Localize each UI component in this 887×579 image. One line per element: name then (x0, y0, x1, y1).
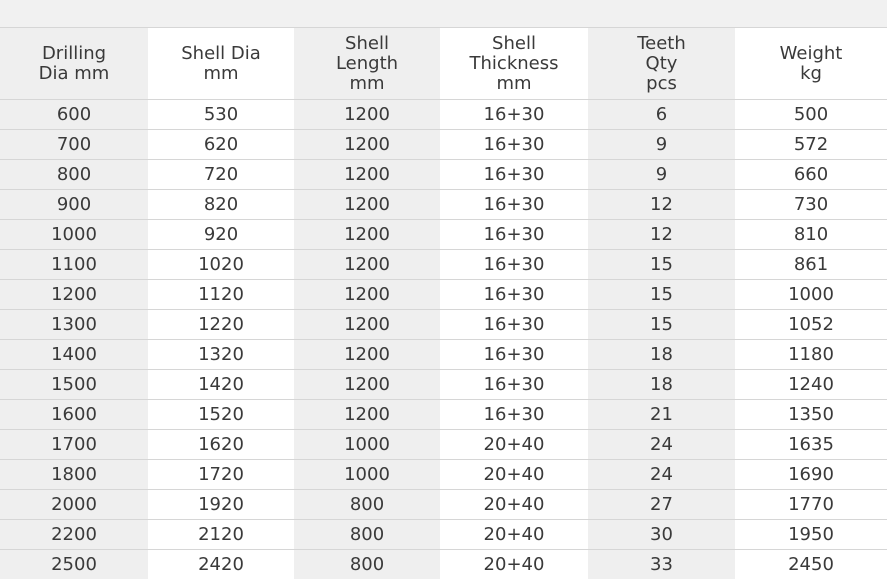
cell-weight: 2450 (735, 550, 887, 579)
cell-shell-thickness: 20+40 (440, 460, 588, 490)
cell-shell-thickness: 16+30 (440, 310, 588, 340)
cell-shell-dia: 1420 (148, 370, 294, 400)
cell-shell-dia: 1620 (148, 430, 294, 460)
specification-table (0, 28, 887, 579)
cell-teeth-qty: 9 (588, 160, 735, 190)
cell-shell-thickness: 20+40 (440, 520, 588, 550)
cell-shell-length: 1200 (294, 340, 440, 370)
cell-teeth-qty: 12 (588, 190, 735, 220)
table-header (0, 28, 887, 100)
cell-shell-dia: 1720 (148, 460, 294, 490)
table-row (0, 310, 887, 340)
cell-drilling-dia: 2000 (0, 490, 148, 520)
cell-drilling-dia: 1200 (0, 280, 148, 310)
top-band (0, 0, 887, 28)
cell-teeth-qty: 15 (588, 250, 735, 280)
cell-weight: 500 (735, 100, 887, 130)
cell-drilling-dia: 600 (0, 100, 148, 130)
cell-teeth-qty: 18 (588, 370, 735, 400)
cell-drilling-dia: 1300 (0, 310, 148, 340)
cell-weight: 861 (735, 250, 887, 280)
cell-shell-thickness: 16+30 (440, 280, 588, 310)
cell-shell-length: 1200 (294, 310, 440, 340)
cell-shell-length: 1000 (294, 430, 440, 460)
cell-shell-length: 1200 (294, 370, 440, 400)
cell-shell-length: 1200 (294, 130, 440, 160)
cell-shell-dia: 1320 (148, 340, 294, 370)
cell-drilling-dia: 1800 (0, 460, 148, 490)
table-row (0, 100, 887, 130)
header-shell-length: Shell Length mm (294, 28, 440, 100)
cell-shell-thickness: 16+30 (440, 220, 588, 250)
cell-shell-dia: 1220 (148, 310, 294, 340)
cell-shell-length: 1200 (294, 160, 440, 190)
cell-teeth-qty: 27 (588, 490, 735, 520)
cell-weight: 1635 (735, 430, 887, 460)
cell-shell-dia: 920 (148, 220, 294, 250)
cell-shell-length: 800 (294, 550, 440, 579)
cell-drilling-dia: 800 (0, 160, 148, 190)
cell-drilling-dia: 2200 (0, 520, 148, 550)
cell-shell-length: 1200 (294, 220, 440, 250)
cell-teeth-qty: 24 (588, 460, 735, 490)
cell-shell-thickness: 16+30 (440, 190, 588, 220)
cell-shell-thickness: 16+30 (440, 370, 588, 400)
cell-shell-dia: 1120 (148, 280, 294, 310)
cell-shell-length: 1200 (294, 280, 440, 310)
table-row (0, 430, 887, 460)
cell-drilling-dia: 1400 (0, 340, 148, 370)
cell-weight: 730 (735, 190, 887, 220)
cell-drilling-dia: 1700 (0, 430, 148, 460)
cell-shell-length: 1000 (294, 460, 440, 490)
cell-weight: 1770 (735, 490, 887, 520)
cell-teeth-qty: 15 (588, 310, 735, 340)
cell-weight: 1052 (735, 310, 887, 340)
cell-shell-thickness: 20+40 (440, 490, 588, 520)
cell-shell-thickness: 16+30 (440, 250, 588, 280)
cell-teeth-qty: 12 (588, 220, 735, 250)
cell-teeth-qty: 6 (588, 100, 735, 130)
table-row (0, 220, 887, 250)
cell-shell-thickness: 16+30 (440, 100, 588, 130)
cell-shell-thickness: 20+40 (440, 550, 588, 579)
cell-weight: 1240 (735, 370, 887, 400)
cell-shell-thickness: 16+30 (440, 400, 588, 430)
table-row (0, 280, 887, 310)
table-row (0, 190, 887, 220)
header-teeth-qty: Teeth Qty pcs (588, 28, 735, 100)
cell-shell-dia: 1520 (148, 400, 294, 430)
cell-shell-dia: 530 (148, 100, 294, 130)
cell-shell-dia: 620 (148, 130, 294, 160)
cell-drilling-dia: 1600 (0, 400, 148, 430)
table-row (0, 130, 887, 160)
table-body (0, 100, 887, 579)
header-weight: Weight kg (735, 28, 887, 100)
cell-weight: 660 (735, 160, 887, 190)
cell-shell-thickness: 16+30 (440, 130, 588, 160)
cell-shell-thickness: 16+30 (440, 340, 588, 370)
cell-weight: 1350 (735, 400, 887, 430)
cell-teeth-qty: 18 (588, 340, 735, 370)
table-row (0, 340, 887, 370)
cell-weight: 810 (735, 220, 887, 250)
cell-shell-dia: 2420 (148, 550, 294, 579)
table-row (0, 400, 887, 430)
cell-teeth-qty: 24 (588, 430, 735, 460)
cell-drilling-dia: 1500 (0, 370, 148, 400)
cell-shell-length: 1200 (294, 400, 440, 430)
cell-shell-length: 1200 (294, 100, 440, 130)
table-row (0, 370, 887, 400)
table-row (0, 520, 887, 550)
cell-teeth-qty: 9 (588, 130, 735, 160)
cell-weight: 1690 (735, 460, 887, 490)
cell-shell-dia: 1920 (148, 490, 294, 520)
header-shell-dia: Shell Dia mm (148, 28, 294, 100)
table-row (0, 460, 887, 490)
table-row (0, 250, 887, 280)
cell-shell-dia: 820 (148, 190, 294, 220)
cell-shell-thickness: 20+40 (440, 430, 588, 460)
cell-shell-dia: 2120 (148, 520, 294, 550)
cell-teeth-qty: 21 (588, 400, 735, 430)
table-row (0, 490, 887, 520)
table-row (0, 550, 887, 579)
cell-shell-dia: 720 (148, 160, 294, 190)
header-row (0, 28, 887, 100)
header-shell-thickness: Shell Thickness mm (440, 28, 588, 100)
cell-teeth-qty: 33 (588, 550, 735, 579)
cell-weight: 572 (735, 130, 887, 160)
header-drilling-dia: Drilling Dia mm (0, 28, 148, 100)
cell-shell-length: 1200 (294, 250, 440, 280)
cell-drilling-dia: 1100 (0, 250, 148, 280)
cell-shell-dia: 1020 (148, 250, 294, 280)
table-row (0, 160, 887, 190)
cell-weight: 1000 (735, 280, 887, 310)
cell-shell-length: 1200 (294, 190, 440, 220)
cell-shell-length: 800 (294, 520, 440, 550)
cell-drilling-dia: 700 (0, 130, 148, 160)
cell-drilling-dia: 2500 (0, 550, 148, 579)
cell-drilling-dia: 900 (0, 190, 148, 220)
cell-weight: 1950 (735, 520, 887, 550)
cell-shell-length: 800 (294, 490, 440, 520)
cell-weight: 1180 (735, 340, 887, 370)
cell-shell-thickness: 16+30 (440, 160, 588, 190)
cell-teeth-qty: 15 (588, 280, 735, 310)
cell-drilling-dia: 1000 (0, 220, 148, 250)
cell-teeth-qty: 30 (588, 520, 735, 550)
